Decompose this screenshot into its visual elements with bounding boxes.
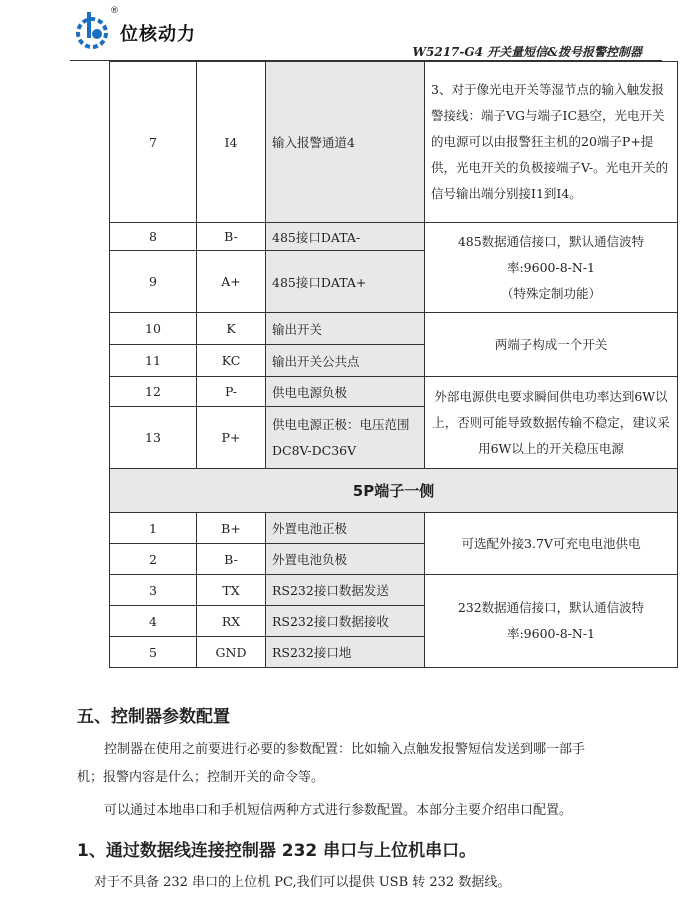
pin-symbol: I4 [197, 62, 266, 223]
table-row [110, 223, 678, 251]
pin-description: RS232接口数据发送 [266, 575, 425, 606]
pin-description: 外置电池正极 [266, 513, 425, 544]
pin-description: 外置电池负极 [266, 544, 425, 575]
table-row [110, 377, 678, 407]
pin-note-232 [425, 575, 678, 668]
pin-definition-table [109, 61, 678, 668]
pin-description: 485接口DATA+ [266, 251, 425, 313]
pin-number: 5 [110, 637, 197, 668]
pin-number: 1 [110, 513, 197, 544]
table-row [110, 313, 678, 345]
pin-symbol: B- [197, 544, 266, 575]
pin-symbol: B+ [197, 513, 266, 544]
document-title: W5217-G4 开关量短信&拨号报警控制器 [412, 45, 642, 59]
pin-symbol: KC [197, 345, 266, 377]
note-line: （特殊定制功能） [500, 285, 601, 301]
pin-note-485 [425, 223, 678, 313]
registered-mark: ® [110, 6, 119, 16]
pin-note: 3、对于像光电开关等湿节点的输入触发报警接线：端子VG与端子IC悬空，光电开关的电源可以由报警狂主机的20端子P+提供，光电开关的负极接端子V-。光电开关的信号输出端分别接I1到I4。 [425, 62, 678, 223]
pin-symbol: A+ [197, 251, 266, 313]
note-line: 485数据通信接口，默认通信波特 [457, 233, 645, 249]
pin-number: 7 [110, 62, 197, 223]
pin-symbol: B- [197, 223, 266, 251]
pin-number: 2 [110, 544, 197, 575]
pin-symbol: GND [197, 637, 266, 668]
note-line: 率:9600-8-N-1 [506, 259, 596, 275]
pin-symbol: P- [197, 377, 266, 407]
paragraph-line: 控制器在使用之前要进行必要的参数配置：比如输入点触发报警短信发送到哪一部手 [104, 742, 586, 757]
table-row [110, 513, 678, 544]
pin-description: 485接口DATA- [266, 223, 425, 251]
pin-number: 4 [110, 606, 197, 637]
pin-note-power: 外部电源供电要求瞬间供电功率达到6W以上，否则可能导致数据传输不稳定，建议采用6W以上的开关稳压电源 [425, 377, 678, 469]
section-5p-title: 5P端子一侧 [110, 469, 678, 513]
pin-symbol: P+ [197, 407, 266, 469]
pin-number: 13 [110, 407, 197, 469]
logo-text: 位核动力 [120, 24, 196, 45]
pin-number: 3 [110, 575, 197, 606]
note-line: 率:9600-8-N-1 [506, 626, 596, 641]
table-section-row [110, 469, 678, 513]
pin-note-switch: 两端子构成一个开关 [425, 313, 678, 377]
section-heading: 五、控制器参数配置 [77, 707, 230, 727]
company-logo [70, 8, 220, 50]
paragraph: 可以通过本地串口和手机短信两种方式进行参数配置。本部分主要介绍串口配置。 [104, 803, 573, 818]
pin-number: 8 [110, 223, 197, 251]
pin-symbol: RX [197, 606, 266, 637]
pin-symbol: TX [197, 575, 266, 606]
pin-description: RS232接口地 [266, 637, 425, 668]
table-row [110, 62, 678, 223]
pin-description: 输出开关 [266, 313, 425, 345]
pin-number: 11 [110, 345, 197, 377]
note-line: 232数据通信接口，默认通信波特 [457, 600, 645, 615]
pin-note-battery: 可选配外接3.7V可充电电池供电 [425, 513, 678, 575]
table-row [110, 575, 678, 606]
pin-description: RS232接口数据接收 [266, 606, 425, 637]
pin-number: 10 [110, 313, 197, 345]
pin-symbol: K [197, 313, 266, 345]
pin-number: 9 [110, 251, 197, 313]
pin-description: 供电电源负极 [266, 377, 425, 407]
paragraph-line: 机；报警内容是什么；控制开关的命令等。 [77, 770, 325, 785]
pin-description: 输出开关公共点 [266, 345, 425, 377]
paragraph: 对于不具备 232 串口的上位机 PC,我们可以提供 USB 转 232 数据线。 [94, 875, 511, 890]
pin-description: 供电电源正极：电压范围DC8V-DC36V [266, 407, 425, 469]
subsection-heading: 1、通过数据线连接控制器 232 串口与上位机串口。 [77, 841, 477, 861]
pin-number: 12 [110, 377, 197, 407]
pin-description: 输入报警通道4 [266, 62, 425, 223]
